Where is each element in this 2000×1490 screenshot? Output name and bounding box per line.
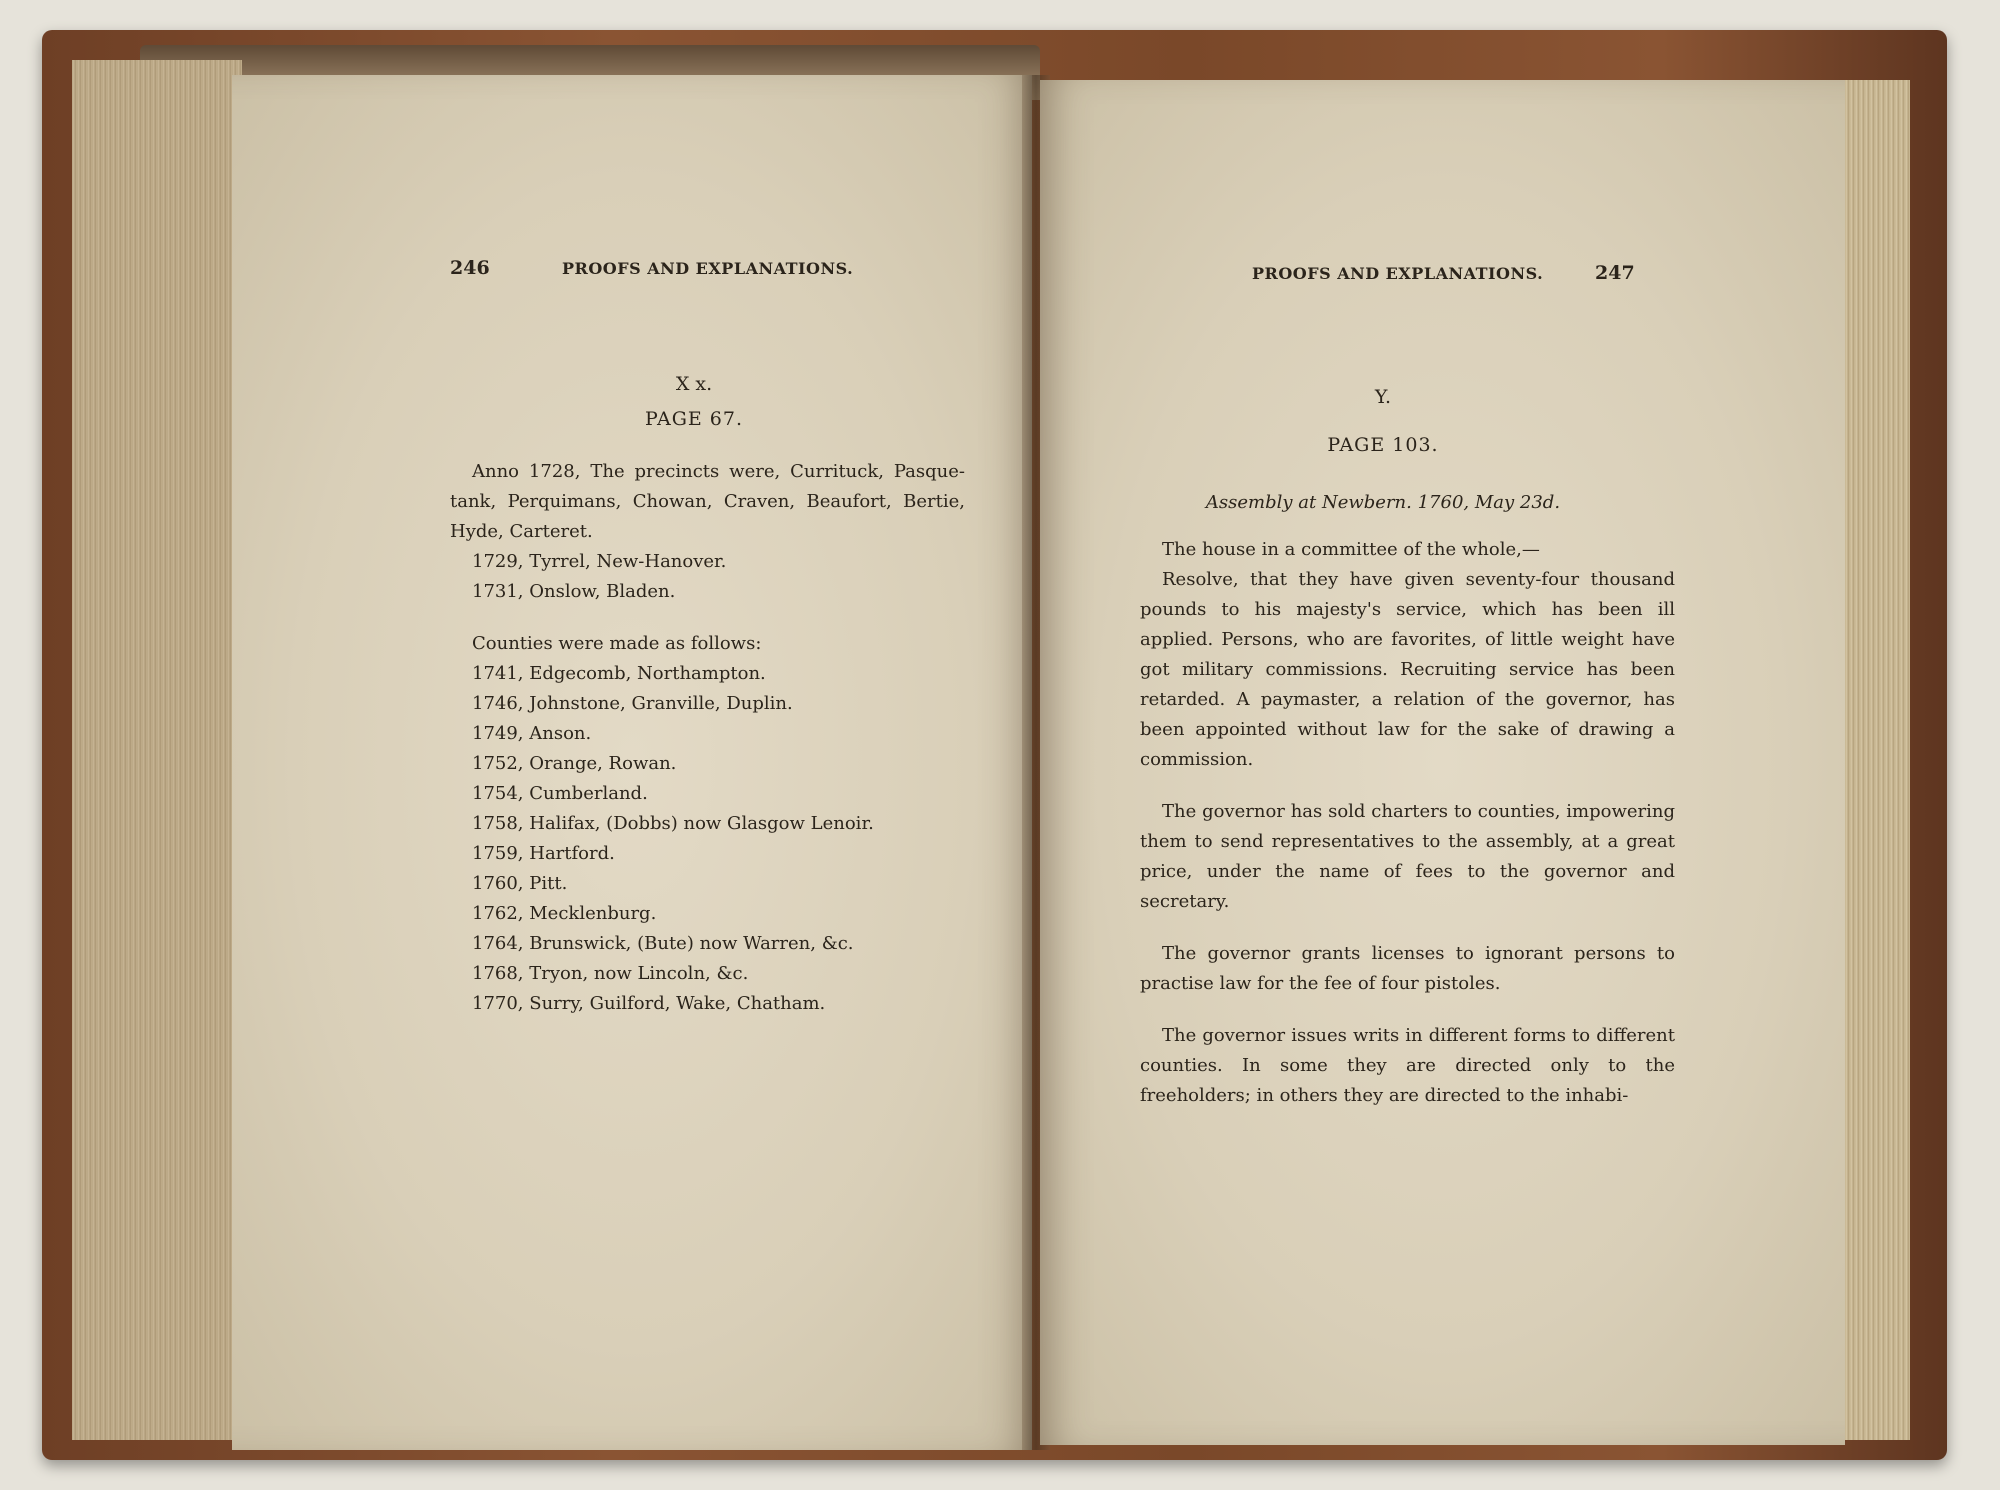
list-item: 1764, Brunswick, (Bute) now Warren, &c. <box>472 933 854 954</box>
assembly-line: Assembly at Newbern. 1760, May 23d. <box>1205 492 1561 513</box>
right-page-reference: PAGE 103. <box>1327 434 1439 456</box>
list-item: 1746, Johnstone, Granville, Duplin. <box>472 693 793 714</box>
right-page-number: 247 <box>1595 262 1635 284</box>
right-page <box>1040 80 1845 1445</box>
list-item: 1754, Cumberland. <box>472 783 648 804</box>
list-item: 1758, Halifax, (Dobbs) now Glasgow Lenoir. <box>472 813 874 834</box>
left-section-mark: X x. <box>675 373 713 395</box>
right-section-mark: Y. <box>1374 386 1392 408</box>
list-item: 1731, Onslow, Bladen. <box>472 581 676 602</box>
list-item: 1768, Tryon, now Lincoln, &c. <box>472 963 749 984</box>
right-page-stack <box>1835 80 1910 1440</box>
licenses-paragraph: The governor grants licenses to ignorant persons to practise law for the fee of four pistoles. <box>1140 943 1675 994</box>
list-item: 1770, Surry, Guilford, Wake, Chatham. <box>472 993 826 1014</box>
list-item: 1749, Anson. <box>472 723 592 744</box>
left-page-stack <box>72 60 242 1440</box>
charters-paragraph: The governor has sold charters to counties, impowering them to send representatives to the assembly, at a great price, under the name of fees to the governor and secretary. <box>1140 801 1675 912</box>
right-body <box>1140 535 1675 1111</box>
precincts-paragraph: Anno 1728, The precincts were, Currituck, Pasque-tank, Perquimans, Chowan, Craven, Beaufort, Bertie, Hyde, Carteret. <box>450 461 965 542</box>
resolve-paragraph: Resolve, that they have given seventy-four thousand pounds to his majesty's service, which has been ill applied. Persons, who are favorites, of little weight have got military commissions. Recruiting service has been retarded. A paymaster, a relation of the governor, has been appointed without law for the sake of drawing a commission. <box>1140 569 1675 770</box>
left-running-head: PROOFS AND EXPLANATIONS. <box>562 259 854 278</box>
list-item: 1729, Tyrrel, New-Hanover. <box>472 551 727 572</box>
list-item: 1759, Hartford. <box>472 843 615 864</box>
list-item: 1760, Pitt. <box>472 873 568 894</box>
writs-paragraph: The governor issues writs in different forms to different counties. In some they are directed only to the freeholders; in others they are directed to the inhabi- <box>1140 1025 1675 1106</box>
left-page-reference: PAGE 67. <box>644 408 744 430</box>
left-page-number: 246 <box>450 257 490 279</box>
list-item: 1762, Mecklenburg. <box>472 903 657 924</box>
right-running-head: PROOFS AND EXPLANATIONS. <box>1252 264 1544 283</box>
counties-heading: Counties were made as follows: <box>472 633 762 654</box>
committee-paragraph: The house in a committee of the whole,— <box>1162 539 1540 560</box>
list-item: 1752, Orange, Rowan. <box>472 753 677 774</box>
left-body <box>450 457 965 1019</box>
list-item: 1741, Edgecomb, Northampton. <box>472 663 766 684</box>
left-page <box>232 75 1032 1450</box>
